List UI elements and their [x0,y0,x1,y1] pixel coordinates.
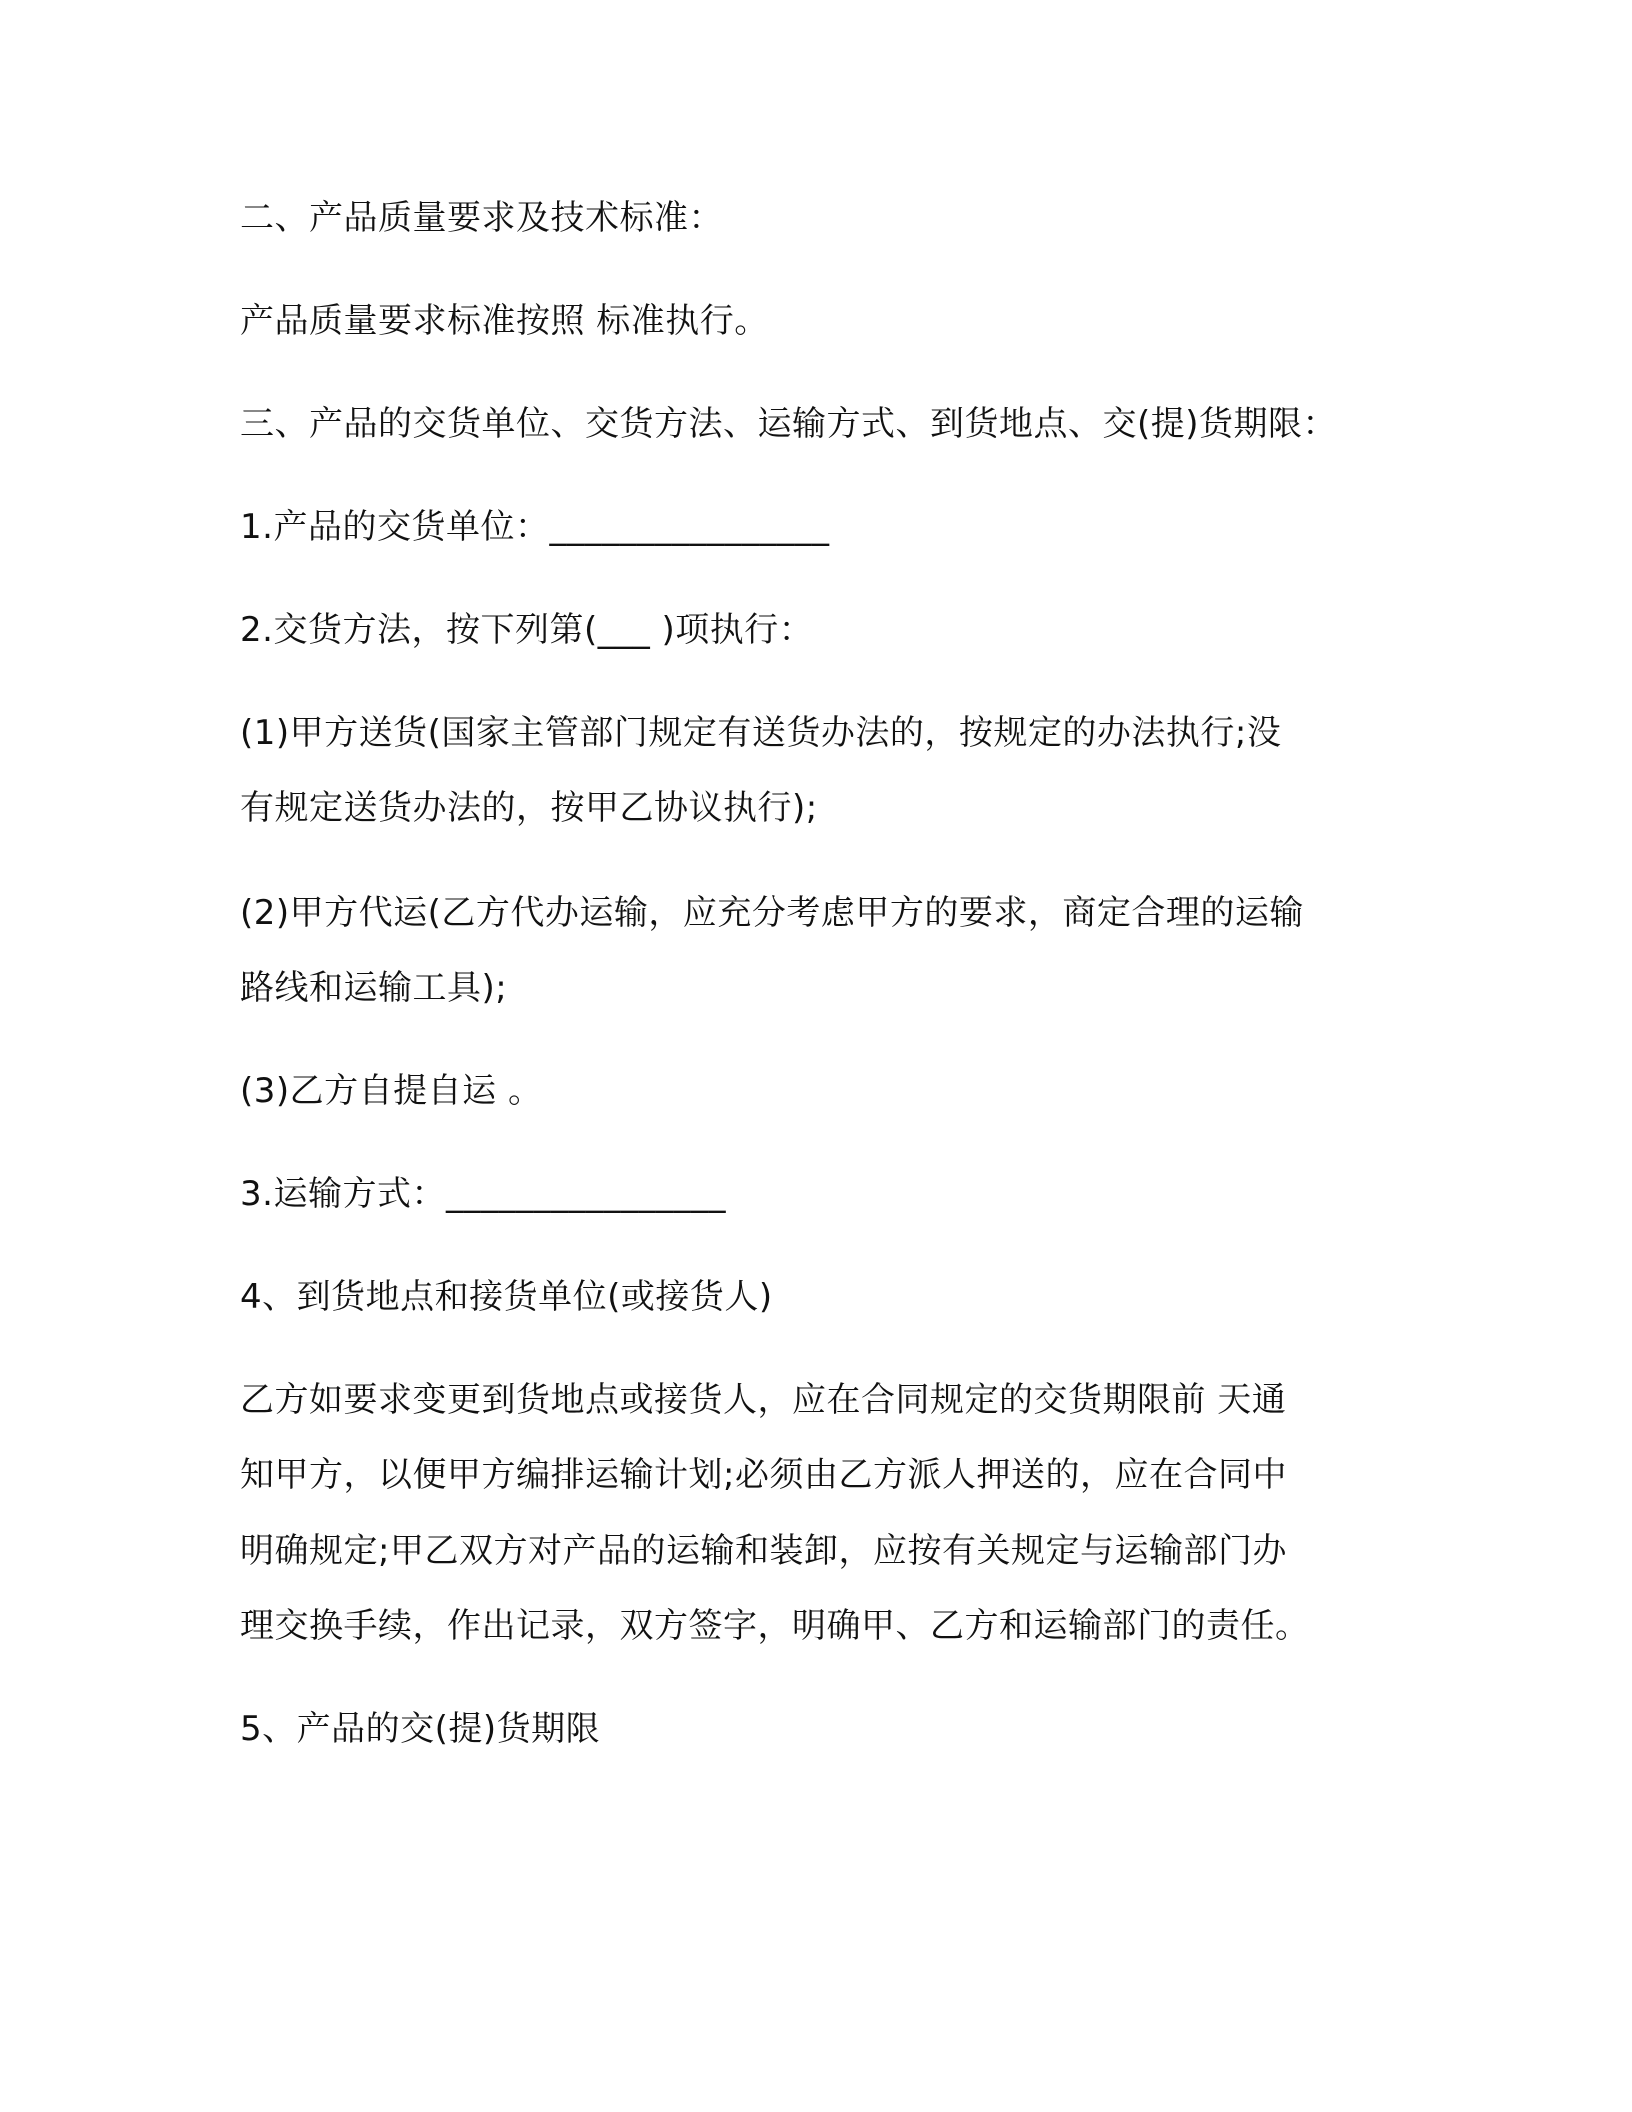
option-1-line-1: (1)甲方送货(国家主管部门规定有送货办法的，按规定的办法执行;没 [240,713,1282,753]
item-delivery-unit: 1.产品的交货单位：________________ [240,507,830,547]
paragraph-change-line-2: 知甲方，以便甲方编排运输计划;必须由乙方派人押送的，应在合同中 [240,1455,1287,1495]
option-2-line-2: 路线和运输工具); [240,968,508,1008]
option-3: (3)乙方自提自运 。 [240,1071,543,1111]
paragraph-change-line-1: 乙方如要求变更到货地点或接货人，应在合同规定的交货期限前 天通 [240,1380,1287,1420]
option-2-line-1: (2)甲方代运(乙方代办运输，应充分考虑甲方的要求，商定合理的运输 [240,893,1304,933]
option-1-line-2: 有规定送货办法的，按甲乙协议执行); [240,788,818,828]
paragraph-change-line-3: 明确规定;甲乙双方对产品的运输和装卸，应按有关规定与运输部门办 [240,1531,1287,1571]
item-delivery-method: 2.交货方法，按下列第(___ )项执行： [240,610,814,650]
paragraph-quality-standard: 产品质量要求标准按照 标准执行。 [240,301,769,341]
item-transport-method: 3.运输方式：________________ [240,1174,726,1214]
paragraph-change-line-4: 理交换手续，作出记录，双方签字，明确甲、乙方和运输部门的责任。 [240,1606,1310,1646]
section-heading-delivery: 三、产品的交货单位、交货方法、运输方式、到货地点、交(提)货期限： [240,404,1338,444]
item-arrival-location: 4、到货地点和接货单位(或接货人) [240,1277,773,1317]
item-delivery-deadline: 5、产品的交(提)货期限 [240,1709,601,1749]
section-heading-quality: 二、产品质量要求及技术标准： [240,198,723,238]
